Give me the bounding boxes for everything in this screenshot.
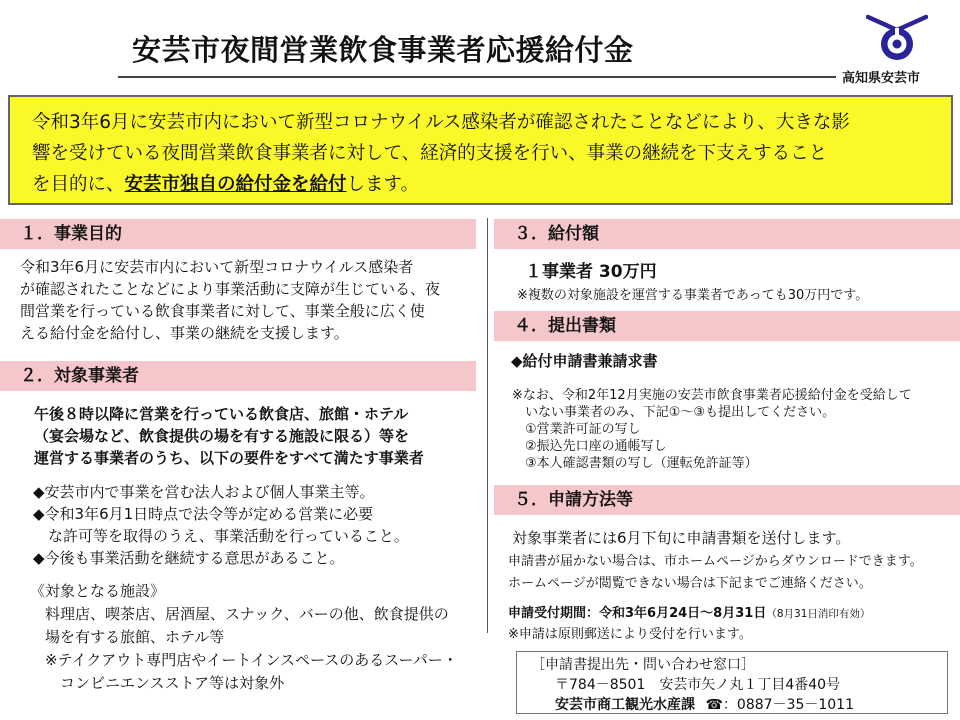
documents-note-line: いない事業者のみ、下記①～③も提出してください。 <box>512 405 836 420</box>
section-heading-amount: ３．給付額 <box>494 219 960 249</box>
documents-note-line: ③本人確認書類の写し（運転免許証等） <box>512 456 758 471</box>
facilities-block <box>30 580 458 695</box>
title-underline <box>118 76 836 78</box>
contact-phone: ：0887－35－1011 <box>722 697 854 713</box>
facilities-line: 場を有する旅館、ホテル等 <box>30 628 225 646</box>
purpose-line: 間営業を行っている飲食事業者に対して、事業全般に広く使 <box>20 302 425 320</box>
section-heading-method: ５．申請方法等 <box>494 485 960 515</box>
eligible-summary-line: 午後８時以降に営業を行っている飲食店、旅館・ホテル <box>34 405 409 423</box>
intro-box <box>8 95 953 205</box>
column-divider <box>487 218 488 633</box>
intro-line: 響を受けている夜間営業飲食事業者に対して、経済的支援を行い、事業の継続を下支えすること <box>32 143 828 164</box>
documents-note-line: ※なお、令和2年12月実施の安芸市飲食事業者応援給付金を受給して <box>512 388 912 403</box>
phone-icon: ☎ <box>705 697 723 713</box>
purpose-line: える給付金を給付し、事業の継続を支援します。 <box>20 324 349 342</box>
method-line: ホームページが閲覧できない場合は下記までご連絡ください。 <box>508 576 872 591</box>
mail-note: ※申請は原則郵送により受付を行います。 <box>508 627 752 642</box>
section-heading-eligible: ２．対象事業者 <box>0 361 476 391</box>
list-item: ◆今後も事業活動を継続する意思があること。 <box>33 549 345 567</box>
eligible-summary-line: （宴会場など、飲食提供の場を有する施設に限る）等を <box>34 427 410 445</box>
documents-main-item: ◆給付申請書兼請求書 <box>511 352 658 370</box>
contact-box <box>516 651 948 714</box>
application-period-label: 申請受付期間：令和3年6月24日～8月31日 <box>508 606 767 621</box>
requirements-list <box>33 481 409 569</box>
documents-note <box>512 387 912 472</box>
facilities-line: ※テイクアウト専門店やイートインスペースのあるスーパー・ <box>30 651 458 669</box>
facilities-heading: 《対象となる施設》 <box>30 582 166 600</box>
section-heading-purpose: １．事業目的 <box>0 219 476 249</box>
method-line: 申請書が届かない場合は、市ホームページからダウンロードできます。 <box>508 554 923 569</box>
method-line: 対象事業者には6月下旬に申請書類を送付します。 <box>512 529 851 547</box>
amount-value: １事業者 30万円 <box>525 262 657 282</box>
contact-address: 〒784－8501 安芸市矢ノ丸１丁目4番40号 <box>555 677 841 693</box>
facilities-line: コンビニエンスストア等は対象外 <box>30 674 285 692</box>
purpose-text <box>20 256 440 344</box>
contact-phone-line <box>531 695 947 715</box>
intro-emphasis: 安芸市独自の給付金を給付 <box>124 174 347 195</box>
documents-note-line: ①営業許可証の写し <box>512 422 641 437</box>
purpose-line: が確認されたことなどにより事業活動に支障が生じている、夜 <box>20 280 441 298</box>
list-item: ◆安芸市内で事業を営む法人および個人事業主等。 <box>33 483 375 501</box>
eligible-summary-line: 運営する事業者のうち、以下の要件をすべて満たす事業者 <box>34 449 424 467</box>
intro-text: します。 <box>346 174 420 195</box>
amount-note: ※複数の対象施設を運営する事業者であっても30万円です。 <box>517 288 869 303</box>
facilities-line: 料理店、喫茶店、居酒屋、スナック、バーの他、飲食提供の <box>30 605 449 623</box>
intro-line <box>32 169 933 200</box>
section-heading-documents: ４．提出書類 <box>494 311 960 341</box>
application-period <box>508 602 870 621</box>
contact-heading: ［申請書提出先・問い合わせ窓口］ <box>531 657 755 673</box>
application-period-note: （8月31日消印有効） <box>766 608 871 620</box>
city-emblem-icon <box>866 14 928 64</box>
intro-text: を目的に、 <box>32 174 125 195</box>
page-title: 安芸市夜間営業飲食事業者応援給付金 <box>132 33 634 67</box>
purpose-line: 令和3年6月に安芸市内において新型コロナウイルス感染者 <box>20 258 414 276</box>
list-item: ◆令和3年6月1日時点で法令等が定める営業に必要 <box>33 505 374 523</box>
documents-note-line: ②振込先口座の通帳写し <box>512 439 667 454</box>
eligible-summary <box>34 403 424 469</box>
list-item: な許可等を取得のうえ、事業活動を行っていること。 <box>33 527 409 545</box>
logo-caption: 高知県安芸市 <box>842 71 921 86</box>
contact-department: 安芸市商工観光水産課 <box>555 697 695 713</box>
intro-line: 令和3年6月に安芸市内において新型コロナウイルス感染者が確認されたことなどにより、大きな影 <box>32 112 850 133</box>
